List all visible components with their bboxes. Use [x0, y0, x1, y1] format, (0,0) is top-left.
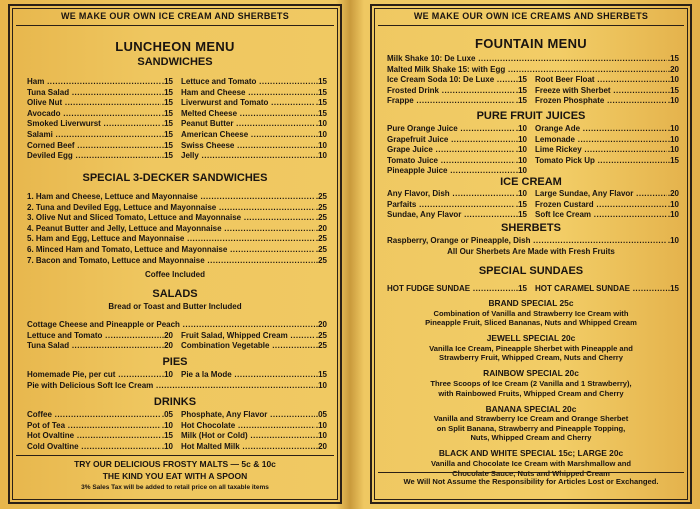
divider	[16, 25, 334, 26]
menu-item	[387, 284, 527, 295]
item-price: .25	[315, 213, 327, 223]
item-price: .15	[315, 370, 327, 379]
item-price: .10	[515, 134, 527, 144]
sundae-special	[372, 334, 690, 363]
menu-item	[181, 77, 327, 88]
menu-item	[181, 421, 327, 432]
item-name: 5. Ham and Egg, Lettuce and Mayonnaise .....	[27, 234, 315, 245]
menu-item	[181, 151, 327, 162]
item-name: Melted Cheese .....	[181, 109, 315, 120]
menu-item: Pie with Delicious Soft Ice Cream ..... .10	[27, 381, 327, 392]
pie-full-row	[27, 381, 327, 392]
item-price: .15	[515, 85, 527, 95]
menu-item	[181, 331, 327, 342]
item-name: Tuna Salad .....	[27, 341, 161, 352]
item-name: Parfaits .....	[387, 200, 515, 211]
item-price: .15	[515, 284, 527, 293]
section-heading-decker: SPECIAL 3-DECKER SANDWICHES	[82, 172, 268, 184]
drink-column-2	[181, 410, 327, 452]
menu-item	[535, 156, 679, 167]
item-name: HOT CARAMEL SUNDAE .....	[535, 284, 667, 295]
menu-item	[181, 98, 327, 109]
item-name: Smoked Liverwurst .....	[27, 119, 161, 130]
item-name: American Cheese .....	[181, 130, 315, 141]
item-price: .10	[315, 119, 327, 129]
item-price: .10	[667, 199, 679, 209]
item-name: Frosted Drink .....	[387, 86, 515, 97]
item-price: .20	[161, 341, 173, 351]
item-name: Salami .....	[27, 130, 161, 141]
sandwich-list	[27, 77, 327, 167]
special-description-line: Pineapple Fruit, Sliced Bananas, Nuts and Whipped Cream	[425, 318, 637, 328]
item-name: Lime Rickey .....	[535, 145, 667, 156]
menu-item	[27, 151, 173, 162]
menu-item	[27, 256, 327, 267]
menu-item	[27, 192, 327, 203]
salad-column-1	[27, 331, 173, 352]
pie-column-1	[27, 370, 173, 381]
menu-item	[27, 130, 173, 141]
item-price: .15	[161, 431, 173, 441]
menu-item: Cottage Cheese and Pineapple or Peach ..... .20	[27, 320, 327, 331]
menu-item	[27, 119, 173, 130]
item-name: Soft Ice Cream .....	[535, 210, 667, 221]
shakes-column-2	[535, 75, 679, 107]
special-description-line: with Rainbowed Fruits, Whipped Cream and Cherry	[438, 388, 624, 398]
shakes-full-list	[387, 54, 679, 75]
special-title: BANANA SPECIAL 20c	[485, 403, 577, 414]
hot-sundae-column-1	[387, 284, 527, 295]
special-description-line: Vanilla and Chocolate Ice Cream with Marshmallow and	[430, 458, 632, 468]
decker-note: Coffee Included	[144, 270, 205, 279]
menu-item	[387, 200, 527, 211]
top-banner: WE MAKE OUR OWN ICE CREAMS AND SHERBETS	[413, 11, 649, 21]
item-price: .10	[161, 441, 173, 451]
item-name: Grape Juice .....	[387, 145, 515, 156]
item-name: Orange Ade .....	[535, 124, 667, 135]
section-heading-salads: SALADS	[152, 288, 198, 300]
section-heading-ice-cream: ICE CREAM	[500, 176, 562, 188]
menu-item	[27, 213, 327, 224]
item-price: .10	[515, 155, 527, 165]
menu-item	[27, 224, 327, 235]
item-price: .10	[315, 129, 327, 139]
pie-column-2	[181, 370, 327, 381]
item-name: Any Flavor, Dish .....	[387, 189, 515, 200]
sundae-special	[372, 449, 690, 478]
menu-item	[27, 431, 173, 442]
item-price: .10	[667, 134, 679, 144]
menu-item	[535, 124, 679, 135]
item-price: .10	[161, 420, 173, 430]
salad-column-2	[181, 331, 327, 352]
item-price: .20	[315, 441, 327, 451]
item-name: Hot Ovaltine .....	[27, 431, 161, 442]
item-price: .10	[315, 431, 327, 441]
special-title: JEWELL SPECIAL 20c	[486, 333, 576, 344]
section-heading-special-sundaes: SPECIAL SUNDAES	[478, 265, 584, 277]
menu-item	[181, 341, 327, 352]
item-price: .10	[515, 189, 527, 198]
special-description-line: Three Scoops of Ice Cream (2 Vanilla and 1 Strawberry),	[430, 378, 632, 388]
item-name: Coffee .....	[27, 410, 161, 421]
menu-item	[387, 96, 527, 107]
ice-cream-column-1	[387, 189, 527, 221]
item-price: .05	[161, 410, 173, 419]
item-name: Tomato Pick Up .....	[535, 156, 667, 167]
divider	[378, 472, 684, 473]
item-name: 1. Ham and Cheese, Lettuce and Mayonnaise .....	[27, 192, 315, 203]
item-name: Avocado .....	[27, 109, 161, 120]
menu-item	[387, 54, 679, 65]
shakes-column-1	[387, 75, 527, 107]
item-price: .15	[161, 140, 173, 150]
item-price: .10	[315, 140, 327, 150]
item-name: Sundae, Any Flavor .....	[387, 210, 515, 221]
item-price: .10	[667, 124, 679, 133]
item-price: .15	[161, 108, 173, 118]
menu-item	[387, 86, 527, 97]
sherbet-row	[387, 236, 679, 247]
item-price: .10	[161, 370, 173, 379]
item-name: Lettuce and Tomato .....	[27, 331, 161, 342]
item-price: .20	[315, 223, 327, 233]
item-price: .15	[161, 77, 173, 86]
menu-item	[27, 341, 173, 352]
item-price: .15	[515, 75, 527, 84]
item-price: .15	[667, 54, 679, 63]
menu-item	[27, 442, 173, 453]
menu-item	[535, 96, 679, 107]
item-name: Frappe .....	[387, 96, 515, 107]
special-description-line: Combination of Vanilla and Strawberry Ice Cream with	[433, 308, 629, 318]
item-price: .15	[315, 108, 327, 118]
item-name: Peanut Butter .....	[181, 119, 315, 130]
page-title: LUNCHEON MENU	[115, 39, 235, 54]
item-price: .05	[315, 410, 327, 419]
item-name: Fruit Salad, Whipped Cream .....	[181, 331, 315, 342]
item-price: .10	[667, 96, 679, 106]
item-name: Ham and Cheese .....	[181, 88, 315, 99]
ice-cream-list	[387, 189, 679, 222]
special-description-line: on Split Banana, Strawberry and Pineapple Topping,	[436, 423, 626, 433]
menu-item	[387, 156, 527, 167]
item-price: .10	[667, 145, 679, 155]
menu-item	[387, 210, 527, 221]
item-name: Pure Orange Juice .....	[387, 124, 515, 135]
item-price: .15	[315, 87, 327, 97]
item-name: 2. Tuna and Deviled Egg, Lettuce and Mayonnaise .....	[27, 203, 315, 214]
section-heading-drinks: DRINKS	[153, 396, 197, 408]
menu-item	[27, 331, 173, 342]
section-heading-pies: PIES	[162, 356, 188, 368]
item-name: Frozen Phosphate .....	[535, 96, 667, 107]
item-name: 7. Bacon and Tomato, Lettuce and Mayonnaise .....	[27, 256, 315, 267]
item-name: Ham .....	[27, 77, 161, 88]
item-price: .10	[515, 124, 527, 133]
menu-item	[181, 410, 327, 421]
item-price: .10	[315, 151, 327, 161]
item-price: .20	[161, 330, 173, 340]
item-price: .25	[315, 192, 327, 201]
divider	[16, 455, 334, 456]
item-price: .10	[515, 166, 527, 176]
item-price: .25	[315, 244, 327, 254]
menu-item	[27, 370, 173, 381]
item-price: .20	[667, 189, 679, 198]
item-name: Pineapple Juice .....	[387, 166, 515, 177]
item-price: .15	[667, 85, 679, 95]
item-name: Cold Ovaltine .....	[27, 442, 161, 453]
item-name: Ice Cream Soda 10: De Luxe .....	[387, 75, 515, 86]
menu-item	[27, 77, 173, 88]
item-name: Frozen Custard .....	[535, 200, 667, 211]
menu-item	[181, 370, 327, 381]
menu-item	[181, 109, 327, 120]
menu-item	[535, 145, 679, 156]
item-price: .25	[315, 234, 327, 244]
menu-item	[535, 189, 679, 200]
hot-sundae-column-2	[535, 284, 679, 295]
item-name: Olive Nut .....	[27, 98, 161, 109]
special-title: BLACK AND WHITE SPECIAL 15c; LARGE 20c	[438, 448, 624, 459]
menu-item	[27, 203, 327, 214]
fountain-menu-page	[370, 4, 692, 504]
menu-item	[181, 119, 327, 130]
item-price: .10	[667, 210, 679, 220]
menu-item	[387, 75, 527, 86]
menu-item	[387, 124, 527, 135]
item-name: Hot Malted Milk .....	[181, 442, 315, 453]
sandwich-column-1	[27, 77, 173, 162]
sandwich-column-2	[181, 77, 327, 162]
menu-item	[181, 88, 327, 99]
item-name: Milk Shake 10: De Luxe .....	[387, 54, 667, 65]
sundae-special	[372, 405, 690, 443]
special-description-line: Vanilla Ice Cream, Pineapple Sherbet with Pineapple and	[429, 343, 633, 353]
menu-item	[27, 88, 173, 99]
special-description-line: Strawberry Fruit, Whipped Cream, Nuts and Cherry	[439, 353, 623, 363]
footer-tax-note: 3% Sales Tax will be added to retail price on all taxable items	[81, 484, 269, 491]
menu-item	[535, 86, 679, 97]
special-title: BRAND SPECIAL 25c	[488, 298, 574, 308]
menu-item	[535, 210, 679, 221]
item-price: .15	[515, 199, 527, 209]
item-price: .10	[667, 75, 679, 84]
item-price: .10	[315, 420, 327, 430]
item-price: .15	[161, 151, 173, 161]
menu-item	[181, 130, 327, 141]
juice-column-1	[387, 124, 527, 177]
item-name: Phosphate, Any Flavor .....	[181, 410, 315, 421]
item-name: Large Sundae, Any Flavor .....	[535, 189, 667, 200]
item-name: Liverwurst and Tomato .....	[181, 98, 315, 109]
menu-item	[27, 234, 327, 245]
special-description-line: Vanilla and Strawberry Ice Cream and Orange Sherbet	[433, 414, 629, 424]
salad-list	[27, 331, 327, 353]
special-description-line: Nuts, Whipped Cream and Cherry	[470, 433, 592, 443]
menu-item	[181, 431, 327, 442]
menu-item: Raspberry, Orange or Pineapple, Dish ..... .10	[387, 236, 679, 247]
ice-cream-column-2	[535, 189, 679, 221]
menu-item	[387, 135, 527, 146]
drink-column-1	[27, 410, 173, 452]
item-name: Tomato Juice .....	[387, 156, 515, 167]
item-name: Root Beer Float .....	[535, 75, 667, 86]
item-name: Homemade Pie, per cut .....	[27, 370, 161, 381]
item-name: Corned Beef .....	[27, 141, 161, 152]
item-price: .25	[315, 341, 327, 351]
item-price: .15	[161, 129, 173, 139]
item-name: Grapefruit Juice .....	[387, 135, 515, 146]
item-name: 4. Peanut Butter and Jelly, Lettuce and Mayonnaise .....	[27, 224, 315, 235]
item-name: Lettuce and Tomato .....	[181, 77, 315, 88]
item-name: 6. Minced Ham and Tomato, Lettuce and Mayonnaise .....	[27, 245, 315, 256]
item-price: .15	[161, 119, 173, 129]
sundae-special	[372, 369, 690, 398]
sundae-special	[372, 299, 690, 328]
menu-item	[27, 410, 173, 421]
section-heading-sherbets: SHERBETS	[501, 222, 561, 234]
menu-item	[535, 75, 679, 86]
divider	[378, 25, 684, 26]
menu-item	[535, 200, 679, 211]
special-title: RAINBOW SPECIAL 20c	[483, 368, 579, 379]
item-name: 3. Olive Nut and Sliced Tomato, Lettuce and Mayonnaise .....	[27, 213, 315, 224]
item-price: .25	[315, 202, 327, 212]
juice-list	[387, 124, 679, 178]
item-name: Pie a la Mode .....	[181, 370, 315, 381]
section-heading-sandwiches: SANDWICHES	[137, 56, 213, 68]
item-name: Malted Milk Shake 15: with Egg .....	[387, 65, 667, 76]
item-name: Milk (Hot or Cold) .....	[181, 431, 315, 442]
menu-item	[27, 141, 173, 152]
salad-full-row	[27, 320, 327, 331]
item-name: Swiss Cheese .....	[181, 141, 315, 152]
menu-item	[27, 98, 173, 109]
menu-item	[27, 421, 173, 432]
shakes-list	[387, 75, 679, 108]
menu-item	[181, 141, 327, 152]
item-price: .15	[315, 98, 327, 108]
drink-list	[27, 410, 327, 454]
juice-column-2	[535, 124, 679, 166]
menu-item	[27, 109, 173, 120]
menu-item	[181, 442, 327, 453]
menu-item	[535, 135, 679, 146]
item-price: .25	[315, 330, 327, 340]
item-name: Jelly .....	[181, 151, 315, 162]
decker-list	[27, 192, 327, 266]
item-name: Pot of Tea .....	[27, 421, 161, 432]
item-name: Hot Chocolate .....	[181, 421, 315, 432]
page-title: FOUNTAIN MENU	[475, 36, 587, 51]
salads-note: Bread or Toast and Butter Included	[108, 302, 242, 311]
item-name: Combination Vegetable .....	[181, 341, 315, 352]
menu-item	[387, 145, 527, 156]
menu-item	[387, 65, 679, 76]
item-price: .20	[667, 64, 679, 74]
item-name: Tuna Salad .....	[27, 88, 161, 99]
top-banner: WE MAKE OUR OWN ICE CREAM AND SHERBETS	[60, 11, 290, 21]
menu-item	[387, 189, 527, 200]
item-price: .15	[161, 98, 173, 108]
item-name: Freeze with Sherbet .....	[535, 86, 667, 97]
item-price: .15	[667, 284, 679, 293]
item-price: .15	[515, 210, 527, 220]
item-price: .15	[161, 87, 173, 97]
item-name: HOT FUDGE SUNDAE .....	[387, 284, 515, 295]
item-price: .10	[515, 145, 527, 155]
item-price: .25	[315, 255, 327, 265]
sherbets-note: All Our Sherbets Are Made with Fresh Fruits	[447, 247, 615, 256]
item-price: .15	[667, 155, 679, 165]
item-price: .15	[515, 96, 527, 106]
luncheon-menu-page	[8, 4, 342, 504]
special-description-line: Chocolate Sauce, Nuts and Whipped Cream	[452, 468, 610, 478]
item-price: .15	[315, 77, 327, 86]
item-name: Deviled Egg .....	[27, 151, 161, 162]
footer-spoon: THE KIND YOU EAT WITH A SPOON	[102, 471, 248, 481]
footer-malts: TRY OUR DELICIOUS FROSTY MALTS — 5c & 10c	[74, 459, 276, 469]
pie-list	[27, 370, 327, 381]
section-heading-juices: PURE FRUIT JUICES	[476, 110, 586, 122]
menu-item	[27, 245, 327, 256]
item-name: Lemonade .....	[535, 135, 667, 146]
hot-sundae-list	[387, 284, 679, 295]
menu-item	[535, 284, 679, 295]
footer-responsibility: We Will Not Assume the Responsibility for Articles Lost or Exchanged.	[403, 477, 659, 486]
